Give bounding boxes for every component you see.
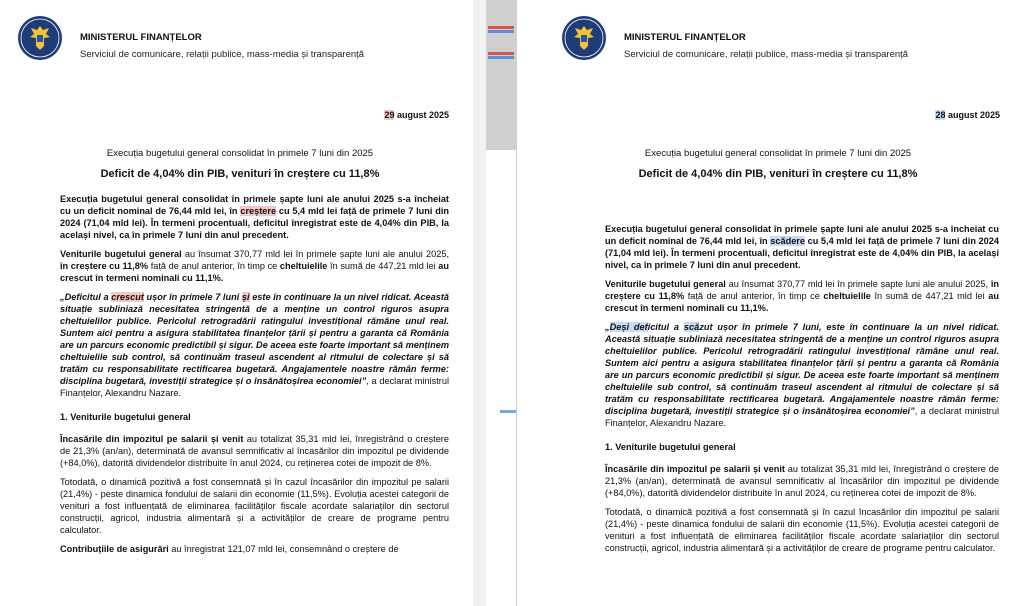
paragraph-salary-tax: Totodată, o dinamică pozitivă a fost consemnată și în cazul încasărilor din impozitul pe salarii (21,4%) - peste dinamica fondului de salarii din economie (11,5%). Evoluția acestei categorii de venituri a fost influențată de eliminarea facilităților fiscale acordate salariaților din sectorul construcții, agricol, industria alimentară și a activităților de creare de programe pentru calculator.: [605, 507, 999, 553]
changed-word: scă: [683, 322, 700, 332]
gutter-divider: [516, 0, 517, 606]
press-release-date: 29 august 2025: [384, 110, 449, 120]
changed-word: creștere: [240, 206, 277, 216]
eagle-icon: [18, 16, 62, 60]
paragraph-revenues: Veniturile bugetului general au însumat 370,77 mld lei în primele șapte luni ale anului 2025, în creștere cu 11,8% față de anul anterior, în timp ce cheltuielile în sumă de 447,21 mld lei au crescut în termeni nominali cu 11,1%.: [60, 249, 449, 283]
changed-word: Deși def: [609, 322, 648, 332]
minister-quote: „Deficitul a crescut ușor în primele 7 luni și este în continuare la un nivel ridicat. Această situație subliniază necesitatea stringentă de a menține un control riguros asupra cheltuielilor publice. Pericolul retrogradării ratingului investițional rămâne unul real. Suntem aici pentru a asigura stabilitatea finanțelor țării și pentru a garanta că România are un parcurs economic predictibil și sigur. De aceea este foarte important să menținem cheltuielile sub control, să continuăm traseul ascendent al ritmului de colectare și să tratăm cu responsabilitate rectificarea bugetară. Angajamentele noastre rămân ferme: disciplina bugetară, investiții strategice și o însănătoșirea economiei”, a declarat ministrul Finanțelor, Alexandru Nazare.: [60, 292, 449, 398]
paragraph-salary-tax: Totodată, o dinamică pozitivă a fost consemnată și în cazul încasărilor din impozitul pe salarii (21,4%) - peste dinamica fondului de salarii din economie (11,5%). Evoluția acestei categorii de venituri a fost influențată de eliminarea facilităților fiscale acordate salariaților din sectorul construcții, agricol, industria alimentară și a activităților de creare de programe pentru calculator.: [60, 477, 449, 535]
document-body: [605, 223, 999, 561]
section-heading-revenues: 1. Veniturile bugetului general: [605, 442, 736, 452]
changed-word: crescut: [111, 292, 144, 302]
change-marker-removed[interactable]: [488, 52, 514, 55]
paragraph-income-tax: Încasările din impozitul pe salarii și venit au totalizat 35,31 mld lei, înregistrând o creștere de 21,3% (an/an), determinată de avansul semnificativ al încasărilor din impozitul pe dividende (+84,0%), datorită dividendelor distribuite în anul 2024, cu reținerea cotei de impozit de 8%.: [60, 434, 449, 468]
ministry-name: MINISTERUL FINANȚELOR: [80, 32, 202, 43]
paragraph-deficit: Execuția bugetului general consolidat în primele șapte luni ale anului 2025 s-a încheiat cu un deficit nominal de 76,44 mld lei, în scădere cu 5,4 mld lei față de primele 7 luni din 2024 (71,04 mld lei). În termeni procentuali, deficitul înregistrat este de 4,04% din PIB, la același nivel, ca în primele 7 luni din anul precedent.: [605, 224, 999, 270]
left-scrollbar[interactable]: [473, 0, 486, 606]
changed-word: și: [241, 292, 250, 302]
left-document-page: [0, 0, 473, 606]
service-name: Serviciul de comunicare, relații publice, mass-media și transparență: [624, 49, 909, 60]
paragraph-revenues: Veniturile bugetului general au însumat 370,77 mld lei în primele șapte luni ale anului 2025, în creștere cu 11,8% față de anul anterior, în timp ce cheltuielile în sumă de 447,21 mld lei au crescut în termeni nominali cu 11,1%.: [605, 279, 999, 313]
government-seal-logo: [18, 16, 62, 60]
document-body: [60, 193, 449, 562]
government-seal-logo: [562, 16, 606, 60]
diff-overview-viewport[interactable]: [486, 0, 516, 150]
minister-quote: „Deși deficitul a scăzut ușor în primele 7 luni, este în continuare la un nivel ridicat. Această situație subliniază necesitatea stringentă de a menține un control riguros asupra cheltuielilor publice. Pericolul retrogradării ratingului investițional rămâne unul real. Suntem aici pentru a asigura stabilitatea finanțelor țării și pentru a garanta că România are un parcurs economic predictibil și sigur. De aceea este foarte important să menținem cheltuielile sub control, să continuăm traseul ascendent al ritmului de colectare și să tratăm cu responsabilitate rectificarea bugetară. Angajamentele noastre rămân ferme: disciplina bugetară, investiții strategice și o însănătoșirea economiei”, a declarat ministrul Finanțelor, Alexandru Nazare.: [605, 322, 999, 428]
paragraph-contributions: Contribuțiile de asigurări au înregistrat 121,07 mld lei, consemnând o creștere de: [60, 544, 399, 554]
changed-date-day: 29: [384, 110, 395, 120]
document-header: [562, 16, 908, 60]
changed-date-day: 28: [935, 110, 946, 120]
document-subtitle: Execuția bugetului general consolidat în primele 7 luni din 2025: [644, 148, 912, 159]
ministry-name: MINISTERUL FINANȚELOR: [624, 32, 746, 43]
diff-gutter[interactable]: [486, 0, 538, 606]
section-heading-revenues: 1. Veniturile bugetului general: [60, 412, 191, 422]
right-document-page: [538, 0, 1024, 606]
document-subtitle: Execuția bugetului general consolidat în primele 7 luni din 2025: [106, 148, 374, 159]
change-marker-added[interactable]: [488, 56, 514, 59]
press-release-date: 28 august 2025: [935, 110, 1000, 120]
document-title: Deficit de 4,04% din PIB, venituri în creștere cu 11,8%: [100, 168, 380, 180]
change-marker-removed[interactable]: [488, 26, 514, 29]
changed-word: scădere: [770, 236, 805, 246]
service-name: Serviciul de comunicare, relații publice, mass-media și transparență: [80, 49, 365, 60]
paragraph-income-tax: Încasările din impozitul pe salarii și venit au totalizat 35,31 mld lei, înregistrând o creștere de 21,3% (an/an), determinată de avansul semnificativ al încasărilor din impozitul pe dividende (+84,0%), datorită dividendelor distribuite în anul 2024, cu reținerea cotei de impozit de 8%.: [605, 464, 999, 498]
document-title: Deficit de 4,04% din PIB, venituri în creștere cu 11,8%: [638, 168, 918, 180]
document-header: [18, 16, 364, 60]
change-marker-added[interactable]: [500, 410, 516, 413]
paragraph-deficit: Execuția bugetului general consolidat în primele șapte luni ale anului 2025 s-a încheiat cu un deficit nominal de 76,44 mld lei, în creștere cu 5,4 mld lei față de primele 7 luni din 2024 (71,04 mld lei). În termeni procentuali, deficitul înregistrat este de 4,04% din PIB, la același nivel, ca în primele 7 luni din anul precedent.: [60, 194, 449, 240]
change-marker-added[interactable]: [488, 30, 514, 33]
eagle-icon: [562, 16, 606, 60]
